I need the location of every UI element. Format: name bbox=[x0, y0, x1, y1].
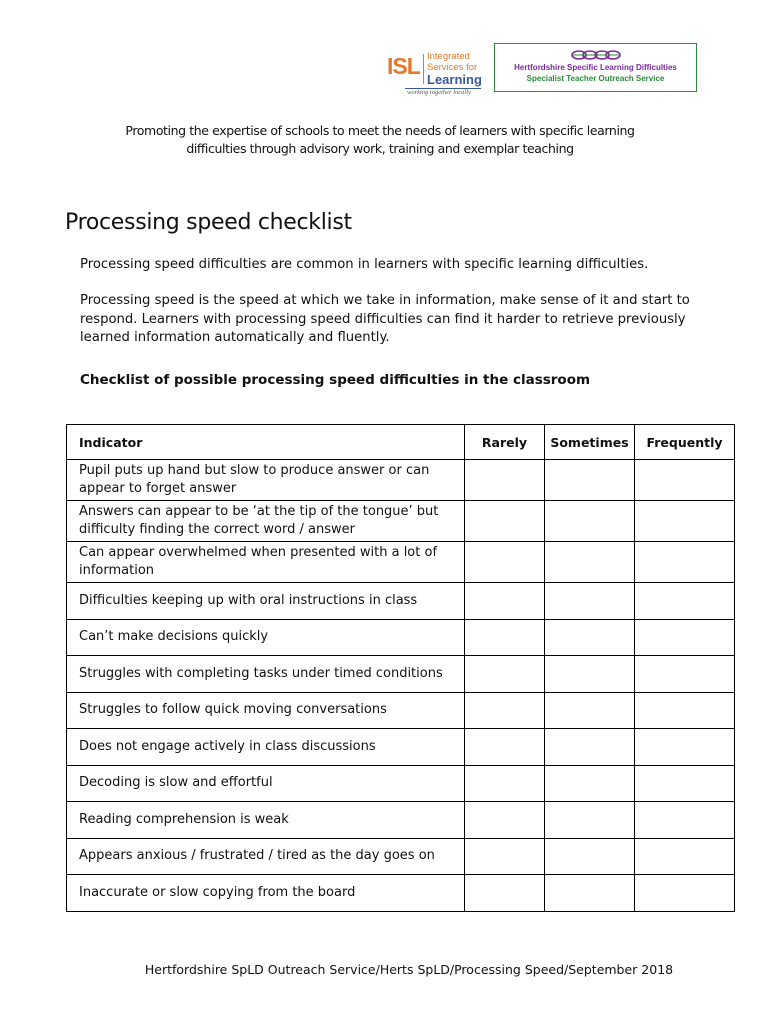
indicator-cell: Inaccurate or slow copying from the board bbox=[67, 875, 465, 912]
frequently-cell[interactable] bbox=[635, 838, 735, 875]
promo-text: Promoting the expertise of schools to meet the needs of learners with specific learning difficulties through advisory work, training and exemplar teaching bbox=[125, 123, 635, 156]
frequently-cell[interactable] bbox=[635, 729, 735, 766]
table-row bbox=[67, 838, 735, 875]
frequently-cell[interactable] bbox=[635, 542, 735, 583]
table-row bbox=[67, 501, 735, 542]
sometimes-cell[interactable] bbox=[545, 542, 635, 583]
intro-paragraph-1: Processing speed difficulties are common in learners with specific learning difficulties. bbox=[80, 257, 649, 272]
header-frequently: Frequently bbox=[635, 425, 735, 460]
checklist-table bbox=[66, 424, 735, 912]
isl-logo-tagline: working together locally bbox=[407, 89, 471, 96]
indicator-cell: Can’t make decisions quickly bbox=[67, 619, 465, 656]
indicator-cell: Reading comprehension is weak bbox=[67, 802, 465, 839]
frequently-cell[interactable] bbox=[635, 501, 735, 542]
knot-icon bbox=[570, 49, 622, 61]
table-row bbox=[67, 542, 735, 583]
rarely-cell[interactable] bbox=[465, 838, 545, 875]
indicator-cell: Appears anxious / frustrated / tired as the day goes on bbox=[67, 838, 465, 875]
table-row bbox=[67, 765, 735, 802]
header-sometimes: Sometimes bbox=[545, 425, 635, 460]
sometimes-cell[interactable] bbox=[545, 619, 635, 656]
isl-logo-mark: ISL bbox=[387, 53, 420, 79]
intro-paragraph-2: Processing speed is the speed at which we take in information, make sense of it and start to respond. Learners with processing speed difficulties can find it harder to retrieve previously learned information automatically and fluently. bbox=[80, 293, 690, 345]
herts-spld-logo bbox=[494, 43, 697, 92]
table-row bbox=[67, 875, 735, 912]
rarely-cell[interactable] bbox=[465, 583, 545, 620]
sometimes-cell[interactable] bbox=[545, 729, 635, 766]
table-row bbox=[67, 460, 735, 501]
table-row bbox=[67, 656, 735, 693]
sometimes-cell[interactable] bbox=[545, 802, 635, 839]
frequently-cell[interactable] bbox=[635, 692, 735, 729]
table-row bbox=[67, 692, 735, 729]
indicator-cell: Struggles to follow quick moving conversations bbox=[67, 692, 465, 729]
sometimes-cell[interactable] bbox=[545, 501, 635, 542]
table-row bbox=[67, 802, 735, 839]
rarely-cell[interactable] bbox=[465, 875, 545, 912]
isl-logo-divider bbox=[423, 54, 424, 84]
table-row bbox=[67, 583, 735, 620]
table-header-row bbox=[67, 425, 735, 460]
page-title: Processing speed checklist bbox=[65, 210, 352, 235]
sometimes-cell[interactable] bbox=[545, 460, 635, 501]
rarely-cell[interactable] bbox=[465, 501, 545, 542]
herts-logo-line2: Specialist Teacher Outreach Service bbox=[526, 74, 665, 83]
indicator-cell: Decoding is slow and effortful bbox=[67, 765, 465, 802]
sometimes-cell[interactable] bbox=[545, 656, 635, 693]
sometimes-cell[interactable] bbox=[545, 583, 635, 620]
sometimes-cell[interactable] bbox=[545, 875, 635, 912]
rarely-cell[interactable] bbox=[465, 619, 545, 656]
frequently-cell[interactable] bbox=[635, 656, 735, 693]
isl-logo-words bbox=[427, 51, 482, 86]
isl-logo-line1: Integrated bbox=[427, 51, 470, 62]
indicator-cell: Pupil puts up hand but slow to produce answer or can appear to forget answer bbox=[67, 460, 465, 501]
sometimes-cell[interactable] bbox=[545, 838, 635, 875]
frequently-cell[interactable] bbox=[635, 619, 735, 656]
frequently-cell[interactable] bbox=[635, 460, 735, 501]
frequently-cell[interactable] bbox=[635, 765, 735, 802]
frequently-cell[interactable] bbox=[635, 583, 735, 620]
page-footer: Hertfordshire SpLD Outreach Service/Herts SpLD/Processing Speed/September 2018 bbox=[144, 962, 674, 977]
rarely-cell[interactable] bbox=[465, 765, 545, 802]
frequently-cell[interactable] bbox=[635, 802, 735, 839]
sometimes-cell[interactable] bbox=[545, 765, 635, 802]
indicator-cell: Answers can appear to be ‘at the tip of the tongue’ but difficulty finding the correct word / answer bbox=[67, 501, 465, 542]
frequently-cell[interactable] bbox=[635, 875, 735, 912]
rarely-cell[interactable] bbox=[465, 802, 545, 839]
indicator-cell: Can appear overwhelmed when presented with a lot of information bbox=[67, 542, 465, 583]
table-row bbox=[67, 619, 735, 656]
rarely-cell[interactable] bbox=[465, 692, 545, 729]
table-row bbox=[67, 729, 735, 766]
checklist-subheading: Checklist of possible processing speed difficulties in the classroom bbox=[80, 372, 591, 388]
indicator-cell: Struggles with completing tasks under timed conditions bbox=[67, 656, 465, 693]
isl-logo-line2: Services for bbox=[427, 62, 478, 73]
rarely-cell[interactable] bbox=[465, 542, 545, 583]
rarely-cell[interactable] bbox=[465, 460, 545, 501]
isl-logo-line3: Learning bbox=[427, 72, 482, 87]
sometimes-cell[interactable] bbox=[545, 692, 635, 729]
herts-logo-line1: Hertfordshire Specific Learning Difficulties bbox=[514, 63, 677, 72]
rarely-cell[interactable] bbox=[465, 656, 545, 693]
header-indicator: Indicator bbox=[67, 425, 465, 460]
header-rarely: Rarely bbox=[465, 425, 545, 460]
rarely-cell[interactable] bbox=[465, 729, 545, 766]
isl-logo bbox=[387, 50, 481, 100]
indicator-cell: Does not engage actively in class discussions bbox=[67, 729, 465, 766]
indicator-cell: Difficulties keeping up with oral instructions in class bbox=[67, 583, 465, 620]
